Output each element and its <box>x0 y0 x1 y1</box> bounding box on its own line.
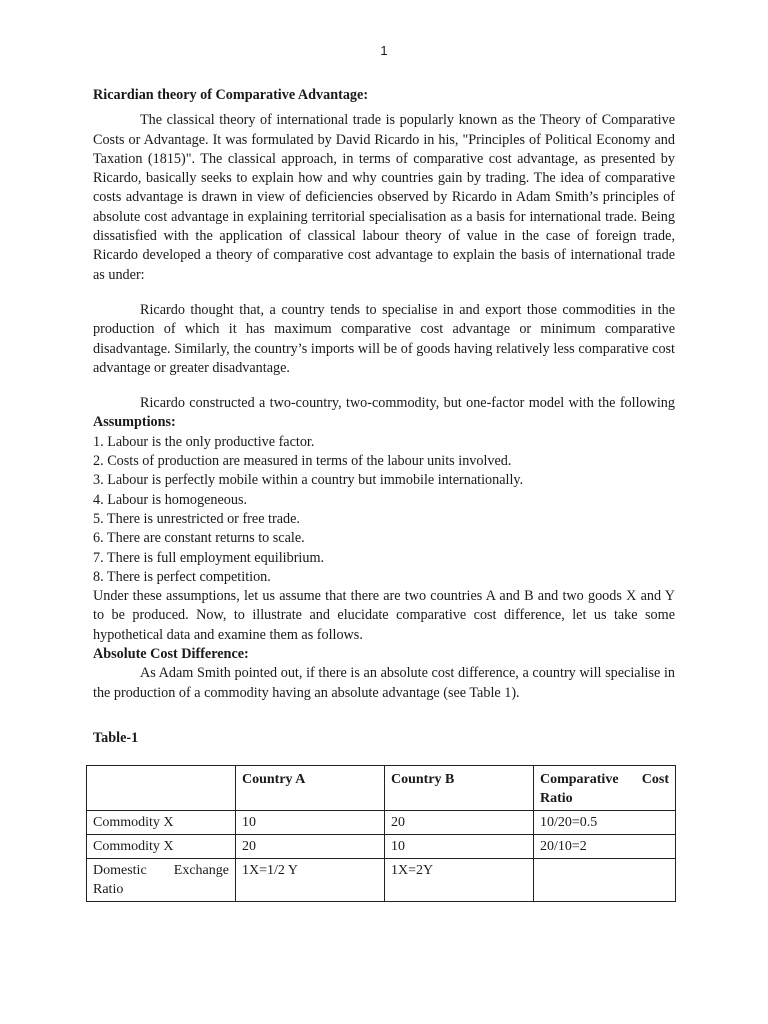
table-cell: Commodity X <box>87 835 236 859</box>
table-cell: 1X=1/2 Y <box>236 859 385 902</box>
list-item: 5. There is unrestricted or free trade. <box>93 510 300 527</box>
table-cell: 20 <box>385 811 534 835</box>
list-item: 7. There is full employment equilibrium. <box>93 549 325 566</box>
paragraph-absolute-cost: As Adam Smith pointed out, if there is an absolute cost difference, a country will specialise in the production of a commodity having an absolute advantage (see Table 1). <box>93 665 675 701</box>
table-cell: 20 <box>236 835 385 859</box>
table-header-row <box>87 766 676 811</box>
assumptions-list <box>93 433 675 587</box>
table-cell: 1X=2Y <box>385 859 534 902</box>
paragraph-after-assumptions: Under these assumptions, let us assume that there are two countries A and B and two goods X and Y to be produced. Now, to illustrate and elucidate comparative cost difference, let us take some hypothetical data and examine them as follows. <box>93 588 675 643</box>
comparative-cost-table <box>86 765 676 902</box>
table-label: Table-1 <box>93 729 139 746</box>
table-row <box>87 811 676 835</box>
paragraph-model <box>93 394 675 433</box>
model-intro-text: Ricardo constructed a two-country, two-commodity, but one-factor model with the following <box>140 395 675 412</box>
list-item: 1. Labour is the only productive factor. <box>93 433 315 450</box>
table-row <box>87 835 676 859</box>
page-number: 1 <box>380 43 388 58</box>
list-item: 2. Costs of production are measured in terms of the labour units involved. <box>93 453 512 470</box>
absolute-cost-heading: Absolute Cost Difference: <box>93 646 249 663</box>
section-title: Ricardian theory of Comparative Advantage: <box>93 87 369 103</box>
table-cell: 10/20=0.5 <box>534 811 676 835</box>
list-item: 6. There are constant returns to scale. <box>93 530 305 547</box>
table-row <box>87 859 676 902</box>
table-cell <box>534 859 676 902</box>
table-cell: Domestic Exchange Ratio <box>87 859 236 902</box>
paragraph-intro: The classical theory of international trade is popularly known as the Theory of Comparative Costs or Advantage. It was formulated by David Ricardo in his, "Principles of Political Economy and Taxation (1815)". The classical approach, in terms of comparative cost advantage, as presented by Ricardo, basically seeks to explain how and why countries gain by trading. The idea of comparative costs advantage is drawn in view of deficiencies observed by Ricardo in Adam Smith’s principles of absolute cost advantage in explaining territorial specialisation as a basis for international trade. Being dissatisfied with the application of classical labour theory of value in the case of foreign trade, Ricardo developed a theory of comparative cost advantage to explain the basis of international trade as under: <box>93 112 675 283</box>
table-header-cell: Comparative Cost Ratio <box>534 766 676 811</box>
document-body <box>93 86 675 902</box>
table-header-cell <box>87 766 236 811</box>
table-cell: Commodity X <box>87 811 236 835</box>
list-item: 4. Labour is homogeneous. <box>93 491 248 508</box>
list-item: 8. There is perfect competition. <box>93 568 271 585</box>
list-item: 3. Labour is perfectly mobile within a country but immobile internationally. <box>93 472 524 489</box>
table-header-cell: Country B <box>385 766 534 811</box>
table-cell: 10 <box>385 835 534 859</box>
paragraph-ricardo-view: Ricardo thought that, a country tends to specialise in and export those commodities in the production of which it has maximum comparative cost advantage or minimum comparative disadvantage. Similarly, the country’s imports will be of goods having relatively less comparative cost advantage or greater disadvantage. <box>93 301 675 376</box>
assumptions-label: Assumptions: <box>93 414 176 431</box>
table-cell: 10 <box>236 811 385 835</box>
table-cell: 20/10=2 <box>534 835 676 859</box>
table-header-cell: Country A <box>236 766 385 811</box>
